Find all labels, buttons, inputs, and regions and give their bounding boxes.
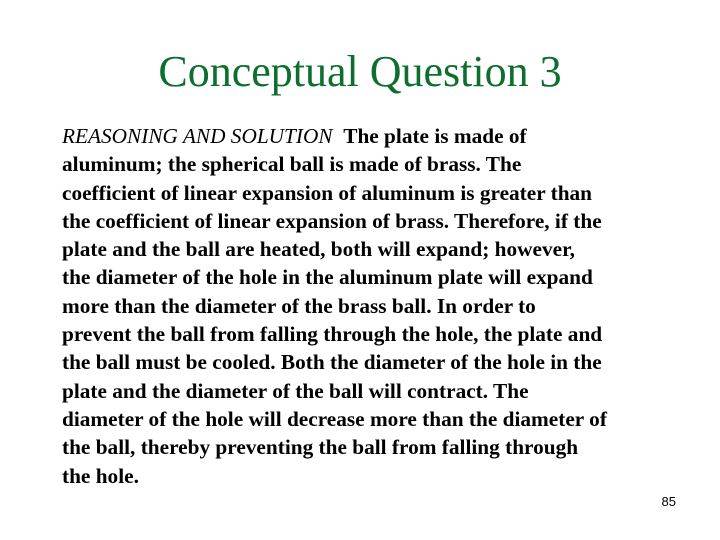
answer-line-3: coefficient of linear expansion of aluminum is greater than <box>62 180 593 205</box>
answer-line-13: the hole. <box>62 463 139 488</box>
answer-line-10: plate and the diameter of the ball will contract. The <box>62 378 529 403</box>
answer-line-2: aluminum; the spherical ball is made of brass. The <box>62 152 522 177</box>
answer-line-5: plate and the ball are heated, both will expand; however, <box>62 237 575 262</box>
answer-lead: REASONING AND SOLUTION <box>62 124 333 148</box>
answer-line-8: prevent the ball from falling through the hole, the plate and <box>62 322 603 347</box>
slide-title: Conceptual Question 3 <box>158 47 562 96</box>
page-number: 85 <box>661 494 676 509</box>
answer-line-6: the diameter of the hole in the aluminum plate will expand <box>62 265 593 290</box>
answer-line-12: the ball, thereby preventing the ball from falling through <box>62 435 579 460</box>
answer-line-1-text: The plate is made of <box>343 124 527 148</box>
answer-line-11: diameter of the hole will decrease more than the diameter of <box>62 406 607 431</box>
answer-line-1 <box>62 122 680 150</box>
answer-line-9: the ball must be cooled. Both the diameter of the hole in the <box>62 350 602 375</box>
answer-line-4: the coefficient of linear expansion of brass. Therefore, if the <box>62 208 602 233</box>
answer-line-7: more than the diameter of the brass ball. In order to <box>62 293 536 318</box>
answer-text <box>62 122 680 490</box>
